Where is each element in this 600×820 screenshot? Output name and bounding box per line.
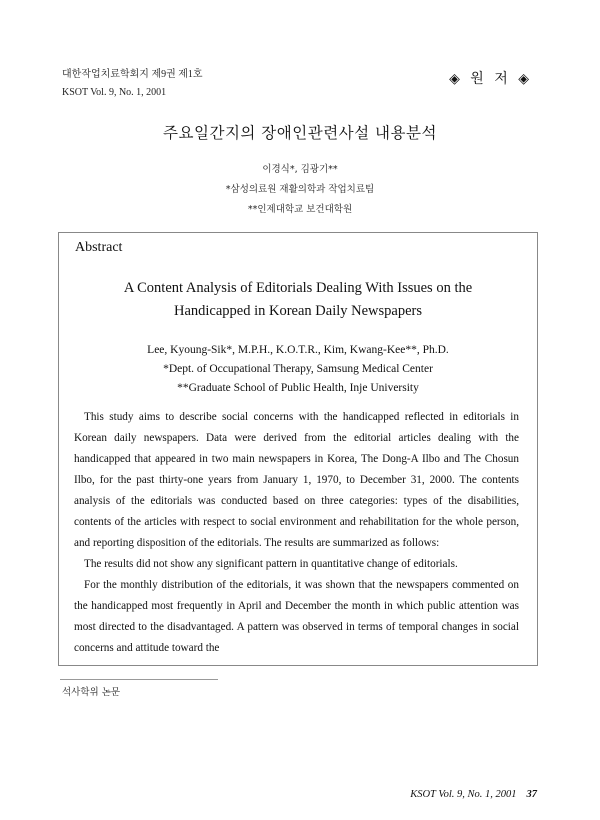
page-number: 37 bbox=[526, 789, 537, 800]
korean-authors: 이경식*, 김광기** bbox=[262, 164, 338, 175]
abstract-paragraph: For the monthly distribution of the editorials, it was shown that the newspapers commented on the handicapped most frequently in April and December the month in which public attention was most directed to the disadvantaged. A pattern was observed in terms of temporal changes in social concerns and attitude toward the bbox=[74, 579, 519, 654]
footnote-divider bbox=[60, 679, 218, 680]
page-footer bbox=[410, 789, 537, 800]
abstract-box bbox=[58, 232, 538, 666]
english-title-line-2: Handicapped in Korean Daily Newspapers bbox=[173, 303, 423, 319]
korean-affiliation-1: *삼성의료원 재활의학과 작업치료팀 bbox=[225, 184, 375, 195]
footnote: 석사학위 논문 bbox=[62, 687, 121, 698]
journal-name-korean: 대한작업치료학회지 제9권 제1호 bbox=[62, 69, 203, 80]
korean-affiliation-2: **인제대학교 보건대학원 bbox=[247, 204, 353, 215]
footer-citation: KSOT Vol. 9, No. 1, 2001 bbox=[410, 789, 517, 800]
abstract-body bbox=[74, 407, 519, 659]
english-title bbox=[59, 277, 537, 323]
english-affiliation-1: *Dept. of Occupational Therapy, Samsung Medical Center bbox=[163, 363, 433, 375]
abstract-heading: Abstract bbox=[75, 240, 123, 255]
abstract-paragraph: The results did not show any significant pattern in quantitative change of editorials. bbox=[84, 558, 458, 570]
english-authors: Lee, Kyoung-Sik*, M.P.H., K.O.T.R., Kim, Kwang-Kee**, Ph.D. bbox=[147, 344, 449, 356]
english-affiliation-2: **Graduate School of Public Health, Inje University bbox=[177, 382, 419, 394]
abstract-paragraph: This study aims to describe social concerns with the handicapped reflected in editorials in Korean daily newspapers. Data were derived from the editorial articles dealing with the handicapped that appeared in two main newspapers in Korea, The Dong-A Ilbo and The Chosun Ilbo, for the past thirty-one years from January 1, 1970, to December 31, 2000. The contents analysis of the editorials was conducted based on three categories: types of the disabilities, contents of the articles with respect to social environment and rehabilitation for the whole person, and reporting disposition of the editorials. The results are summarized as follows: bbox=[74, 411, 519, 549]
korean-author-block bbox=[0, 160, 600, 220]
english-author-block bbox=[59, 341, 537, 398]
article-type-label: ◈ 원 저 ◈ bbox=[449, 71, 532, 87]
journal-info bbox=[62, 66, 203, 102]
korean-title: 주요일간지의 장애인관련사설 내용분석 bbox=[163, 124, 437, 142]
journal-volume-english: KSOT Vol. 9, No. 1, 2001 bbox=[62, 87, 167, 98]
english-title-line-1: A Content Analysis of Editorials Dealing With Issues on the bbox=[123, 280, 473, 296]
